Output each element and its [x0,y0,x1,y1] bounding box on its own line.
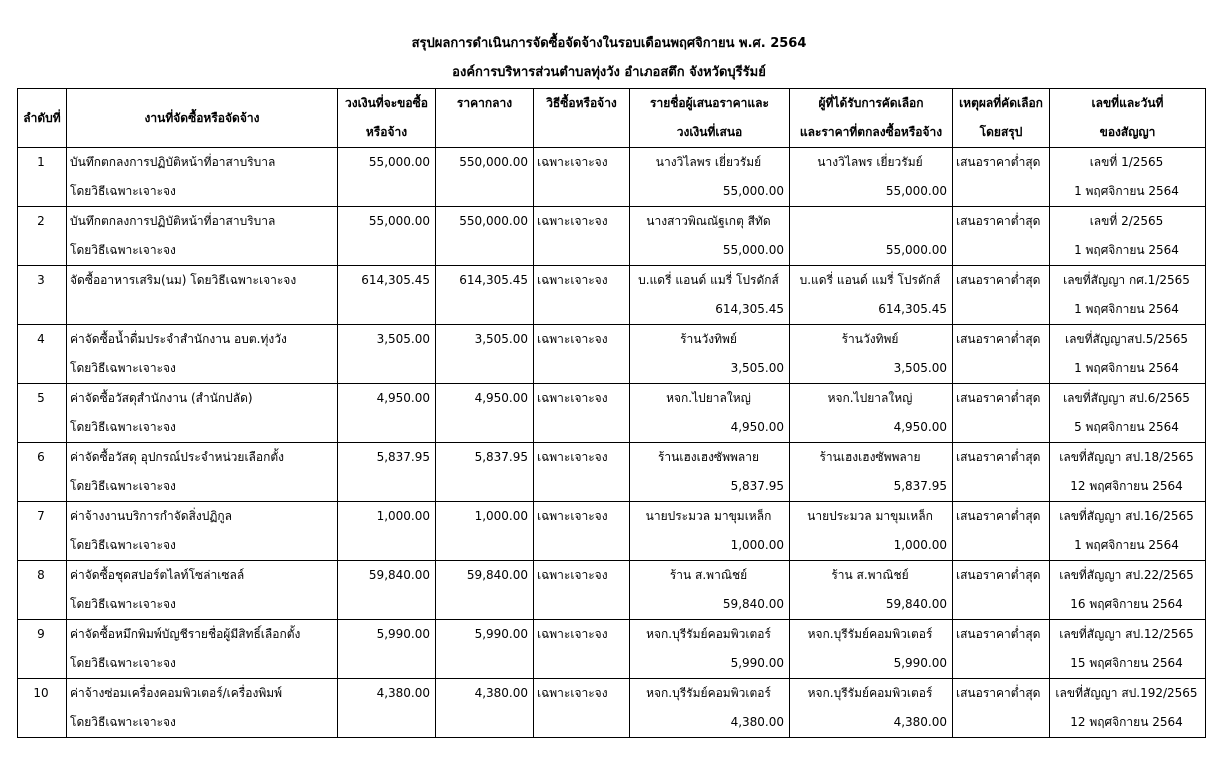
cell-text-work1: ค่าจัดซื้อวัสดุ อุปกรณ์ประจำหน่วยเลือกตั้ง [70,450,285,464]
procurement-table [17,88,1206,738]
cell-text-budget: 4,950.00 [376,391,430,405]
cell-text-work2 [70,300,332,318]
header-selected: ผู้ที่ได้รับการคัดเลือก และราคาที่ตกลงซื้อหรือจ้าง [790,89,953,148]
cell-text-median: 550,000.00 [459,214,528,228]
cell-text-method: เฉพาะเจาะจง [537,627,608,641]
cell-median-price [436,620,534,679]
cell-method [534,266,630,325]
cell-selected [790,384,953,443]
cell-budget [338,325,436,384]
cell-selected [790,148,953,207]
cell-no [18,443,67,502]
cell-text-method: เฉพาะเจาะจง [537,391,608,405]
cell-budget [338,148,436,207]
cell-text-work2: โดยวิธีเฉพาะเจาะจง [70,184,176,198]
cell-text-work2: โดยวิธีเฉพาะเจาะจง [70,479,176,493]
cell-work [67,443,338,502]
cell-work [67,207,338,266]
cell-text-budget: 55,000.00 [368,214,430,228]
header-budget: วงเงินที่จะขอซื้อ หรือจ้าง [338,89,436,148]
cell-text-budget: 5,837.95 [376,450,430,464]
table-row [18,620,1206,679]
cell-text-method: เฉพาะเจาะจง [537,332,608,346]
cell-text-selected-amount: 4,380.00 [893,715,947,729]
cell-text-median: 1,000.00 [474,509,528,523]
cell-text-contract-no: เลขที่สัญญา กศ.1/2565 [1063,273,1190,287]
header-row [18,89,1206,148]
cell-text-no: 8 [37,568,45,582]
cell-text-contract-no: เลขที่สัญญา สป.192/2565 [1055,686,1198,700]
cell-text-selected-amount: 5,837.95 [893,479,947,493]
cell-text-median: 550,000.00 [459,155,528,169]
cell-text-no: 10 [33,686,49,700]
cell-text-bidder-name: นางสาวพิณณัฐเกตุ สีทัด [646,214,771,228]
cell-median-price [436,384,534,443]
cell-text-bidder-amount: 4,950.00 [730,420,784,434]
cell-reason [953,443,1050,502]
cell-text-work2: โดยวิธีเฉพาะเจาะจง [70,656,176,670]
cell-bidder [630,325,790,384]
cell-text-contract-no: เลขที่ 1/2565 [1089,155,1164,169]
table-row [18,502,1206,561]
cell-text-bidder-amount: 1,000.00 [730,538,784,552]
cell-text-method: เฉพาะเจาะจง [537,686,608,700]
cell-median-price [436,148,534,207]
cell-text-work1: ค่าจัดซื้อชุดสปอร์ตไลท์โซล่าเซลล์ [70,568,245,582]
cell-text-median: 614,305.45 [459,273,528,287]
cell-selected [790,207,953,266]
cell-text-work1: จัดซื้ออาหารเสริม(นม) โดยวิธีเฉพาะเจาะจง [70,273,297,287]
cell-text-selected-amount: 55,000.00 [885,184,947,198]
cell-text-work1: ค่าจ้างงานบริการกำจัดสิ่งปฏิกูล [70,509,233,523]
table-row [18,679,1206,738]
table-row [18,325,1206,384]
cell-text-bidder-amount: 5,990.00 [730,656,784,670]
cell-text-no: 3 [37,273,45,287]
cell-bidder [630,502,790,561]
cell-text-method: เฉพาะเจาะจง [537,214,608,228]
table-row [18,384,1206,443]
cell-text-contract-no: เลขที่สัญญา สป.22/2565 [1059,568,1194,582]
cell-no [18,384,67,443]
cell-text-bidder-name: หจก.บุรีรัมย์คอมพิวเตอร์ [646,627,771,641]
cell-median-price [436,443,534,502]
cell-budget [338,620,436,679]
cell-text-bidder-name: ร้าน ส.พาณิชย์ [669,568,748,582]
cell-text-contract-date: 1 พฤศจิกายน 2564 [1074,361,1179,375]
cell-text-work2: โดยวิธีเฉพาะเจาะจง [70,420,176,434]
cell-no [18,561,67,620]
cell-text-contract-no: เลขที่สัญญา สป.12/2565 [1059,627,1194,641]
cell-method [534,620,630,679]
table-row [18,148,1206,207]
cell-no [18,502,67,561]
cell-text-no: 2 [37,214,45,228]
cell-selected [790,502,953,561]
cell-text-budget: 3,505.00 [376,332,430,346]
cell-text-selected-name: หจก.ไปยาลใหญ่ [827,391,913,405]
cell-no [18,148,67,207]
cell-text-budget: 614,305.45 [361,273,430,287]
cell-median-price [436,207,534,266]
cell-text-selected-name: บ.แดรี่ แอนด์ แมรี่ โปรดักส์ [799,273,941,287]
cell-text-no: 4 [37,332,45,346]
cell-text-method: เฉพาะเจาะจง [537,450,608,464]
cell-text-no: 1 [37,155,45,169]
cell-contract [1050,266,1206,325]
cell-text-reason: เสนอราคาต่ำสุด [956,450,1041,464]
cell-text-selected-name: หจก.บุรีรัมย์คอมพิวเตอร์ [807,627,933,641]
cell-text-contract-date: 16 พฤศจิกายน 2564 [1070,597,1183,611]
cell-no [18,266,67,325]
cell-text-bidder-name: ร้านวังทิพย์ [680,332,737,346]
header-bidders: รายชื่อผู้เสนอราคาและ วงเงินที่เสนอ [630,89,790,148]
cell-selected [790,266,953,325]
cell-text-reason: เสนอราคาต่ำสุด [956,568,1041,582]
header-method: วิธีซื้อหรือจ้าง [534,89,630,148]
cell-text-contract-date: 12 พฤศจิกายน 2564 [1070,715,1183,729]
cell-contract [1050,443,1206,502]
header-contract: เลขที่และวันที่ ของสัญญา [1050,89,1206,148]
cell-method [534,148,630,207]
cell-text-budget: 1,000.00 [376,509,430,523]
cell-method [534,561,630,620]
cell-reason [953,325,1050,384]
cell-text-median: 59,840.00 [466,568,528,582]
cell-bidder [630,561,790,620]
cell-text-selected-name: ร้าน ส.พาณิชย์ [831,568,909,582]
cell-median-price [436,679,534,738]
cell-median-price [436,502,534,561]
cell-text-reason: เสนอราคาต่ำสุด [956,509,1041,523]
cell-text-reason: เสนอราคาต่ำสุด [956,332,1041,346]
cell-text-contract-date: 1 พฤศจิกายน 2564 [1074,184,1179,198]
cell-text-selected-name: ร้านเฮงเฮงซัพพลาย [819,450,921,464]
cell-text-reason: เสนอราคาต่ำสุด [956,273,1041,287]
cell-contract [1050,207,1206,266]
cell-text-bidder-amount: 5,837.95 [730,479,784,493]
cell-budget [338,561,436,620]
cell-method [534,443,630,502]
cell-work [67,325,338,384]
cell-text-contract-date: 1 พฤศจิกายน 2564 [1074,538,1179,552]
cell-text-selected-amount: 5,990.00 [893,656,947,670]
cell-contract [1050,620,1206,679]
cell-text-median: 3,505.00 [474,332,528,346]
cell-text-reason: เสนอราคาต่ำสุด [956,155,1041,169]
cell-text-bidder-name: นางวิไลพร เยี่ยวรัมย์ [655,155,762,169]
cell-text-method: เฉพาะเจาะจง [537,509,608,523]
cell-bidder [630,443,790,502]
cell-selected [790,620,953,679]
cell-text-work1: ค่าจ้างซ่อมเครื่องคอมพิวเตอร์/เครื่องพิมพ์ [70,686,283,700]
cell-text-contract-date: 12 พฤศจิกายน 2564 [1070,479,1183,493]
cell-reason [953,679,1050,738]
cell-reason [953,266,1050,325]
cell-work [67,502,338,561]
cell-text-bidder-name: หจก.บุรีรัมย์คอมพิวเตอร์ [646,686,771,700]
cell-text-budget: 55,000.00 [368,155,430,169]
cell-selected [790,679,953,738]
cell-method [534,679,630,738]
cell-no [18,620,67,679]
cell-work [67,679,338,738]
cell-text-selected-amount: 4,950.00 [893,420,947,434]
cell-text-no: 6 [37,450,45,464]
header-reason: เหตุผลที่คัดเลือก โดยสรุป [953,89,1050,148]
cell-text-work2: โดยวิธีเฉพาะเจาะจง [70,715,176,729]
cell-budget [338,384,436,443]
cell-text-contract-date: 1 พฤศจิกายน 2564 [1074,243,1179,257]
table-row [18,207,1206,266]
cell-contract [1050,325,1206,384]
cell-text-bidder-amount: 59,840.00 [722,597,784,611]
table-row [18,561,1206,620]
cell-work [67,384,338,443]
cell-bidder [630,384,790,443]
cell-text-reason: เสนอราคาต่ำสุด [956,627,1041,641]
cell-selected [790,325,953,384]
cell-text-no: 7 [37,509,45,523]
cell-text-budget: 4,380.00 [376,686,430,700]
table-row [18,266,1206,325]
cell-text-bidder-amount: 4,380.00 [730,715,784,729]
cell-text-method: เฉพาะเจาะจง [537,568,608,582]
cell-text-work1: บันทึกตกลงการปฏิบัติหน้าที่อาสาบริบาล [70,214,276,228]
cell-text-reason: เสนอราคาต่ำสุด [956,391,1041,405]
cell-text-work2: โดยวิธีเฉพาะเจาะจง [70,243,176,257]
cell-text-bidder-name: นายประมวล มาขุมเหล็ก [645,509,772,523]
cell-text-selected-amount: 1,000.00 [893,538,947,552]
cell-text-method: เฉพาะเจาะจง [537,273,608,287]
cell-bidder [630,266,790,325]
cell-work [67,266,338,325]
cell-contract [1050,679,1206,738]
cell-work [67,148,338,207]
cell-method [534,325,630,384]
cell-text-median: 4,380.00 [474,686,528,700]
cell-text-selected-name: ร้านวังทิพย์ [841,332,899,346]
cell-text-no: 5 [37,391,45,405]
header-median-price: ราคากลาง [436,89,534,148]
document-subtitle: องค์การบริหารส่วนตำบลทุ่งวัง อำเภอสตึก จังหวัดบุรีรัมย์ [452,65,766,80]
cell-text-method: เฉพาะเจาะจง [537,155,608,169]
cell-text-selected-name: นายประมวล มาขุมเหล็ก [807,509,933,523]
cell-text-bidder-name: บ.แดรี่ แอนด์ แมรี่ โปรดักส์ [638,273,779,287]
cell-text-contract-date: 5 พฤศจิกายน 2564 [1074,420,1179,434]
cell-text-contract-no: เลขที่สัญญา สป.6/2565 [1063,391,1190,405]
cell-contract [1050,502,1206,561]
cell-text-selected-name: นางวิไลพร เยี่ยวรัมย์ [817,155,923,169]
cell-reason [953,148,1050,207]
cell-text-selected-amount: 3,505.00 [893,361,947,375]
cell-work [67,561,338,620]
cell-no [18,679,67,738]
cell-text-selected-name: หจก.บุรีรัมย์คอมพิวเตอร์ [807,686,933,700]
cell-text-work2: โดยวิธีเฉพาะเจาะจง [70,361,176,375]
cell-text-selected-amount: 55,000.00 [885,243,947,257]
cell-median-price [436,325,534,384]
cell-text-median: 5,990.00 [474,627,528,641]
cell-budget [338,679,436,738]
cell-selected [790,561,953,620]
cell-method [534,384,630,443]
cell-text-contract-no: เลขที่ 2/2565 [1089,214,1164,228]
cell-selected [790,443,953,502]
cell-text-work1: บันทึกตกลงการปฏิบัติหน้าที่อาสาบริบาล [70,155,276,169]
cell-text-reason: เสนอราคาต่ำสุด [956,686,1041,700]
table-row [18,443,1206,502]
cell-contract [1050,384,1206,443]
cell-no [18,207,67,266]
cell-text-median: 4,950.00 [474,391,528,405]
cell-text-contract-date: 1 พฤศจิกายน 2564 [1074,302,1179,316]
cell-text-bidder-amount: 55,000.00 [722,243,784,257]
cell-text-work2: โดยวิธีเฉพาะเจาะจง [70,597,176,611]
cell-reason [953,502,1050,561]
cell-text-work1: ค่าจัดซื้อหมึกพิมพ์บัญชีรายชื่อผู้มีสิทธิ์เลือกตั้ง [70,627,301,641]
cell-method [534,207,630,266]
cell-bidder [630,679,790,738]
cell-budget [338,502,436,561]
cell-work [67,620,338,679]
cell-reason [953,207,1050,266]
cell-text-work2: โดยวิธีเฉพาะเจาะจง [70,538,176,552]
cell-bidder [630,148,790,207]
cell-text-work1: ค่าจัดซื้อวัสดุสำนักงาน (สำนักปลัด) [70,391,253,405]
cell-text-budget: 59,840.00 [368,568,430,582]
cell-text-selected-amount: 59,840.00 [885,597,947,611]
cell-bidder [630,207,790,266]
cell-text-bidder-name: หจก.ไปยาลใหญ่ [666,391,751,405]
cell-text-median: 5,837.95 [474,450,528,464]
cell-text-bidder-amount: 614,305.45 [715,302,784,316]
cell-budget [338,266,436,325]
header-no: ลำดับที่ [18,89,67,148]
cell-reason [953,384,1050,443]
cell-text-budget: 5,990.00 [376,627,430,641]
cell-text-contract-no: เลขที่สัญญา สป.18/2565 [1059,450,1194,464]
cell-text-contract-date: 15 พฤศจิกายน 2564 [1070,656,1183,670]
cell-method [534,502,630,561]
cell-text-work1: ค่าจัดซื้อน้ำดื่มประจำสำนักงาน อบต.ทุ่งวัง [70,332,287,346]
cell-budget [338,207,436,266]
cell-bidder [630,620,790,679]
cell-reason [953,561,1050,620]
cell-text-selected-amount: 614,305.45 [878,302,947,316]
cell-text-bidder-name: ร้านเฮงเฮงซัพพลาย [657,450,760,464]
cell-text-no: 9 [37,627,45,641]
cell-text-bidder-amount: 55,000.00 [722,184,784,198]
cell-budget [338,443,436,502]
cell-reason [953,620,1050,679]
cell-no [18,325,67,384]
cell-text-reason: เสนอราคาต่ำสุด [956,214,1041,228]
cell-contract [1050,561,1206,620]
cell-contract [1050,148,1206,207]
document-title: สรุปผลการดำเนินการจัดซื้อจัดจ้างในรอบเดือนพฤศจิกายน พ.ศ. 2564 [411,36,807,51]
cell-median-price [436,266,534,325]
header-work: งานที่จัดซื้อหรือจัดจ้าง [67,89,338,148]
cell-text-contract-no: เลขที่สัญญา สป.16/2565 [1059,509,1194,523]
cell-median-price [436,561,534,620]
cell-text-contract-no: เลขที่สัญญาสป.5/2565 [1064,332,1189,346]
cell-text-selected-name [793,212,947,230]
cell-text-bidder-amount: 3,505.00 [730,361,784,375]
